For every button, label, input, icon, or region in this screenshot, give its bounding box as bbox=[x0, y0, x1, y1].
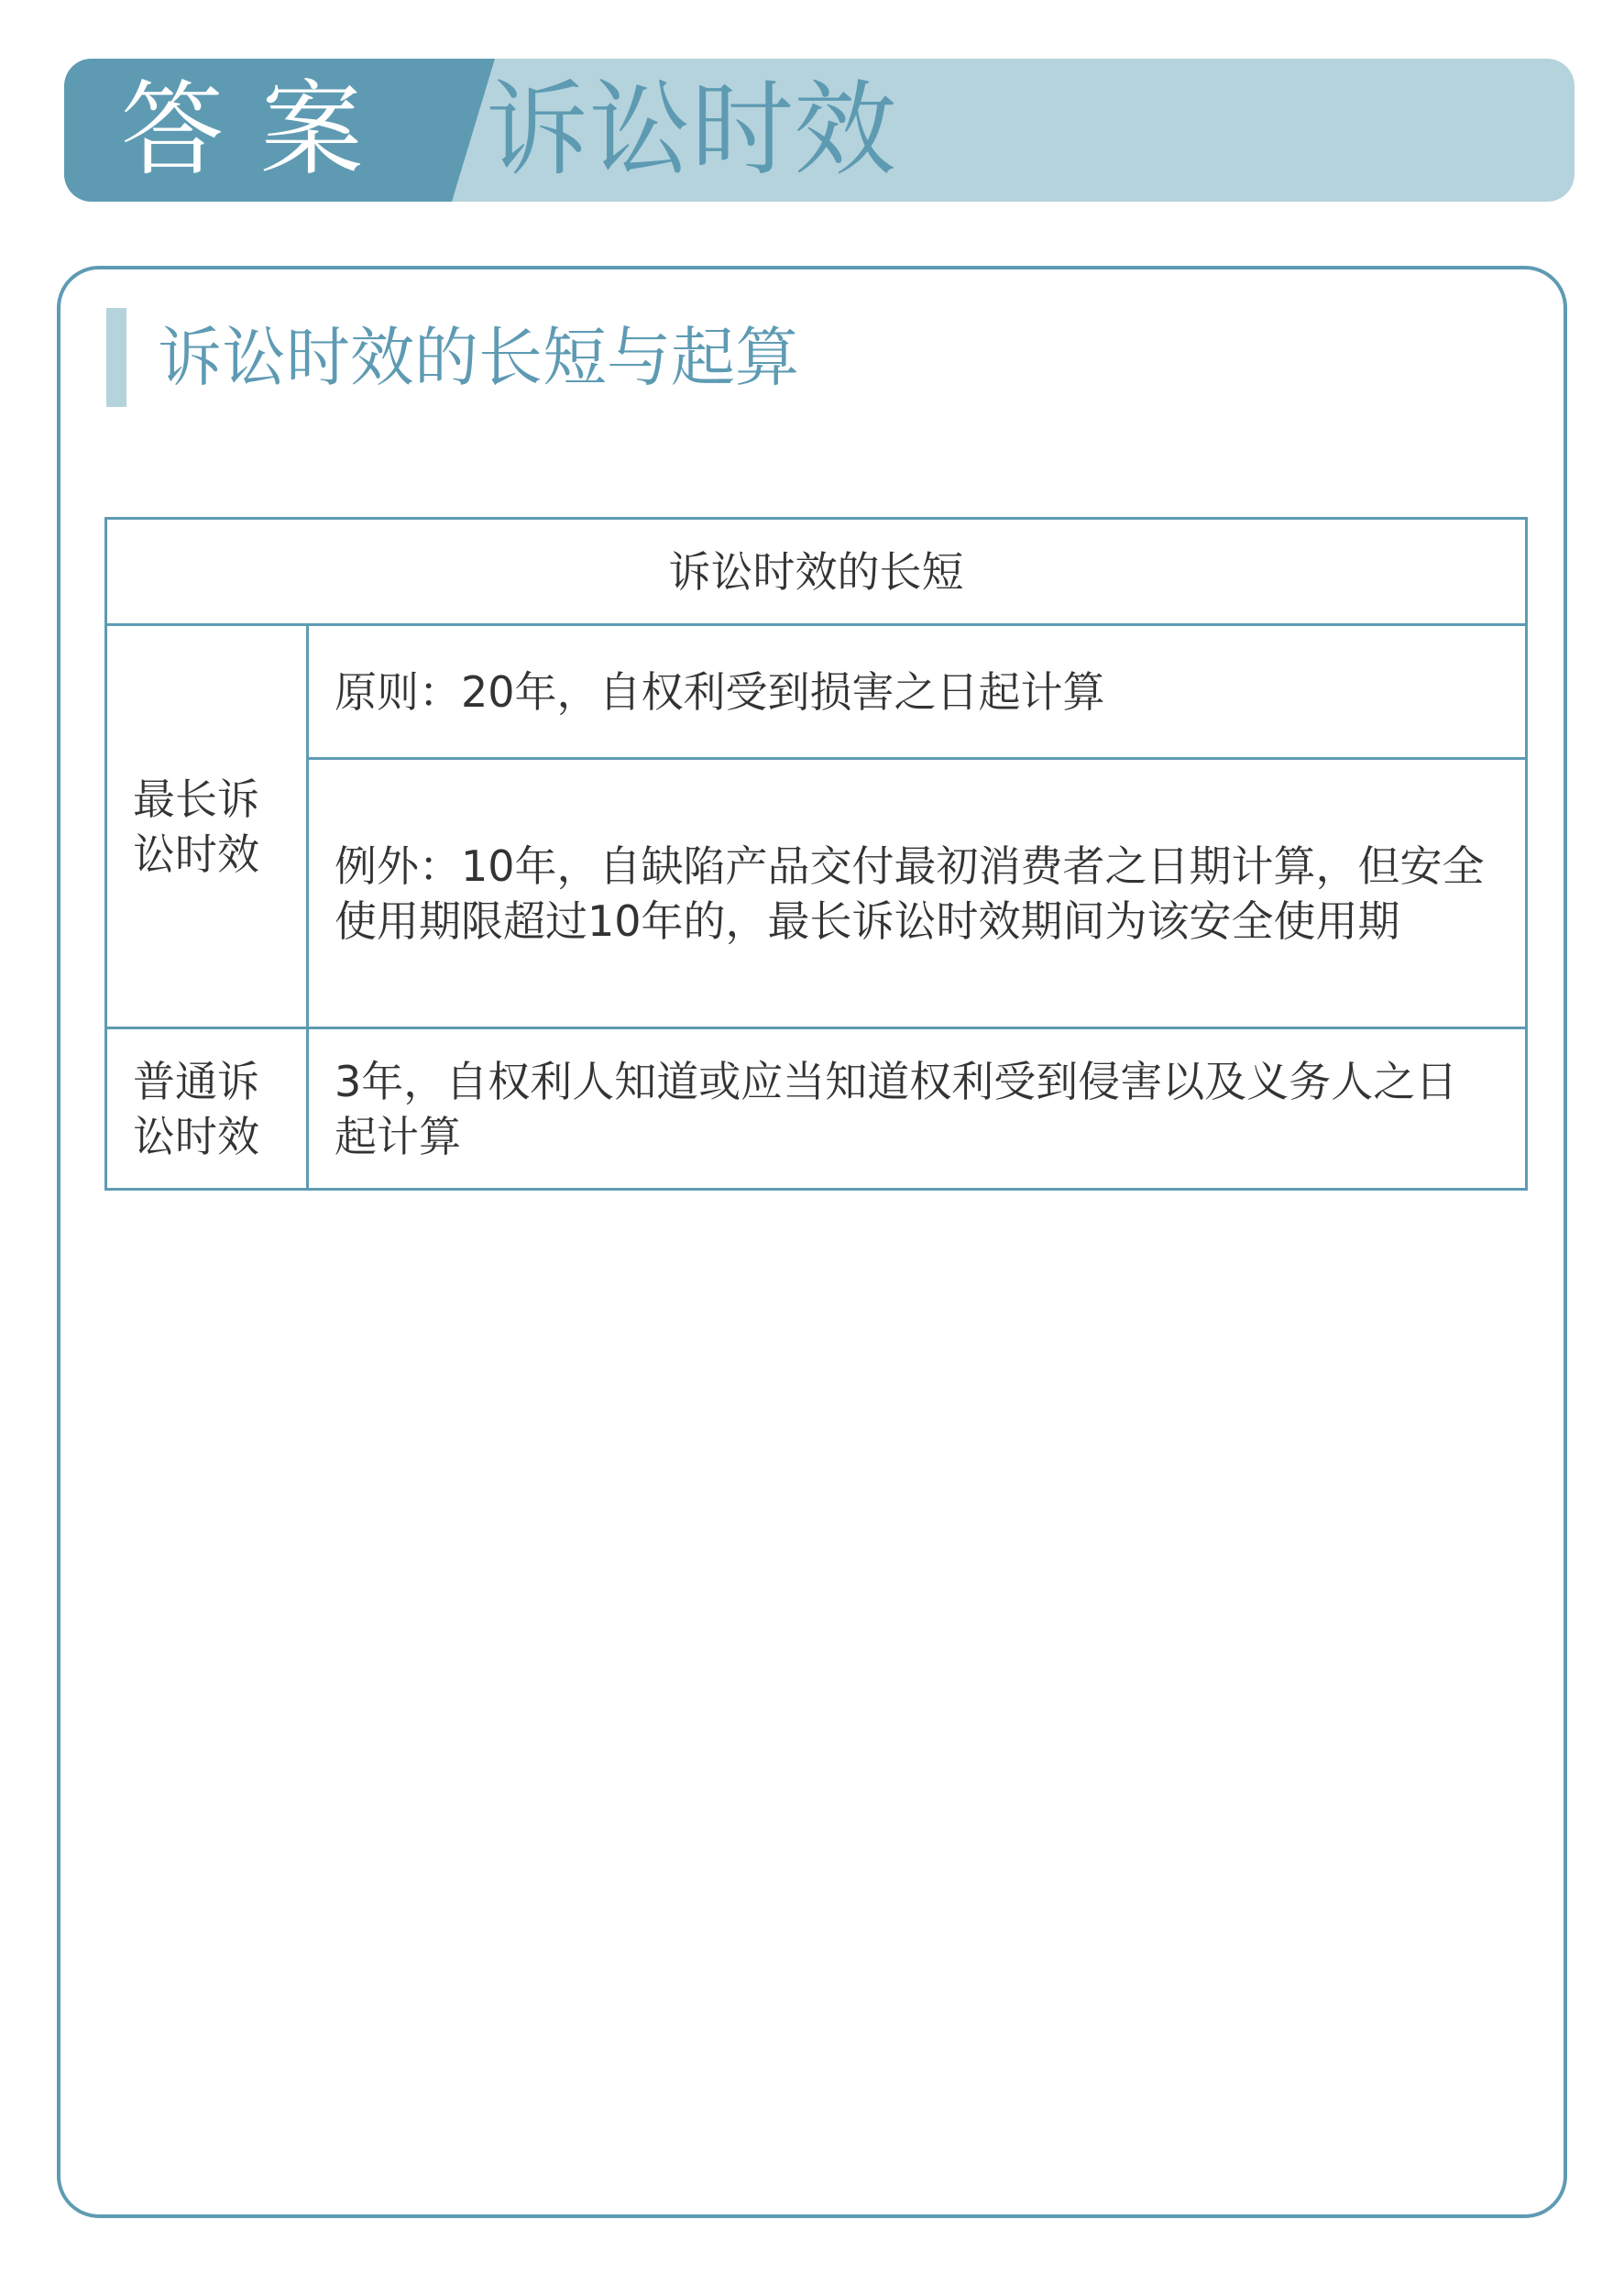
row-label-ordinary: 普通诉讼时效 bbox=[106, 1028, 308, 1190]
section-marker bbox=[106, 308, 126, 407]
table-heading: 诉讼时效的长短 bbox=[106, 519, 1527, 625]
row-item-principle: 原则：20年，自权利受到损害之日起计算 bbox=[308, 625, 1527, 759]
row-label-longest: 最长诉讼时效 bbox=[106, 625, 308, 1028]
table-row bbox=[106, 625, 1527, 759]
table-row bbox=[106, 1028, 1527, 1190]
content-card bbox=[57, 266, 1567, 2218]
page-title: 诉讼时效 bbox=[486, 71, 896, 190]
section-title: 诉讼时效的长短与起算 bbox=[158, 320, 799, 395]
table-row bbox=[106, 759, 1527, 1028]
row-item-exception: 例外：10年，自缺陷产品交付最初消费者之日期计算，但安全使用期限超过10年的，最长诉讼时效期间为该安全使用期 bbox=[308, 759, 1527, 1028]
header-bar bbox=[64, 59, 1575, 202]
header-tag-label: 答案 bbox=[121, 71, 400, 190]
limitation-table bbox=[104, 517, 1528, 1191]
row-item-ordinary: 3年，自权利人知道或应当知道权利受到侵害以及义务人之日起计算 bbox=[308, 1028, 1527, 1190]
table-header-row bbox=[106, 519, 1527, 625]
